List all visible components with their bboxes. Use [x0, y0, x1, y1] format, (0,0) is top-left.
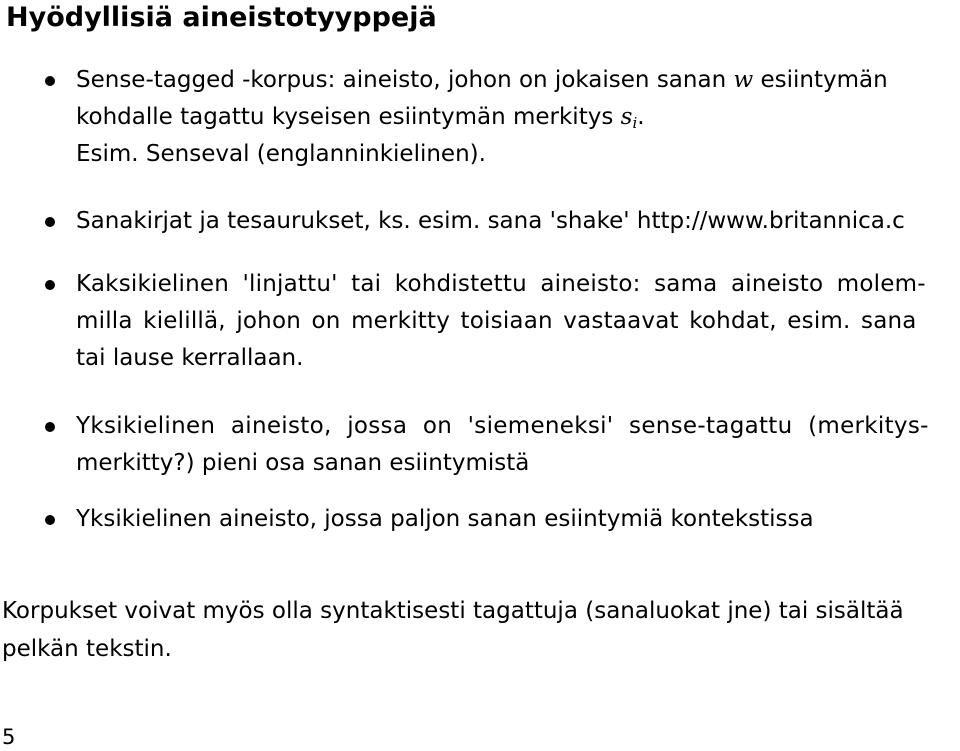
bullet-line — [76, 62, 950, 99]
bullet-line: milla kielillä, johon on merkitty toisiaan vastaavat kohdat, esim. sana — [76, 308, 917, 334]
bullet-text — [76, 203, 960, 240]
bullet-dot-icon — [45, 217, 55, 227]
bullet-text — [76, 408, 950, 482]
bullet-line: Kaksikielinen 'linjattu' tai kohdistettu aineisto: sama aineisto molem- — [76, 271, 926, 297]
math-variable: w — [733, 67, 754, 93]
bullet-line: Yksikielinen aineisto, jossa paljon sanan esiintymiä kontekstissa — [76, 506, 814, 532]
bullet-text — [76, 266, 950, 377]
bullet-dot-icon — [45, 422, 55, 432]
closing-line: pelkän tekstin. — [2, 636, 172, 662]
bullet-line — [76, 99, 950, 136]
math-variable: s — [620, 104, 633, 130]
text-run: kohdalle tagattu kyseisen esiintymän merkitys — [76, 104, 621, 130]
bullet-line: Yksikielinen aineisto, jossa on 'siemeneksi' sense-tagattu (merkitys- — [76, 413, 929, 439]
text-run: Sense-tagged -korpus: aineisto, johon on jokaisen sanan — [76, 67, 734, 93]
bullet-dot-icon — [45, 515, 55, 525]
bullet-line: tai lause kerrallaan. — [76, 345, 304, 371]
closing-paragraph — [2, 592, 960, 668]
bullet-dot-icon — [45, 280, 55, 290]
slide-title: Hyödyllisiä aineistotyyppejä — [6, 2, 437, 33]
page-number: 5 — [2, 725, 16, 749]
text-run: esiintymän — [753, 67, 888, 93]
bullet-dot-icon — [45, 76, 55, 86]
bullet-line: Esim. Senseval (englanninkielinen). — [76, 141, 486, 167]
bullet-text — [76, 62, 950, 173]
bullet-text — [76, 501, 950, 538]
bullet-line: merkitty?) pieni osa sanan esiintymistä — [76, 450, 530, 476]
bullet-line: Sanakirjat ja tesaurukset, ks. esim. sana 'shake' http://www.britannica.c — [76, 208, 905, 234]
closing-line: Korpukset voivat myös olla syntaktisesti tagattuja (sanaluokat jne) tai sisältää — [2, 598, 904, 624]
math-subscript: i — [632, 114, 638, 132]
text-run: . — [637, 104, 645, 130]
